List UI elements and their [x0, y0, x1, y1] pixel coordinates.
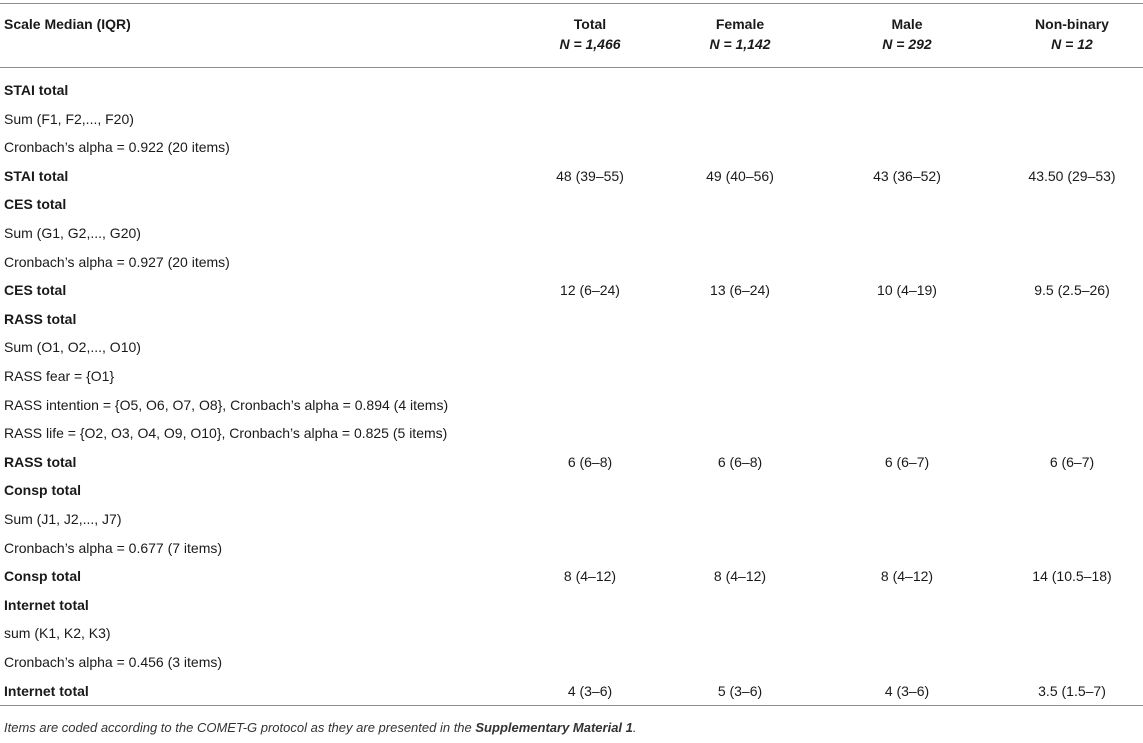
header-total-label: Total [573, 16, 607, 32]
table-row-total [0, 276, 1143, 304]
row-label: Sum (O1, O2,..., O10) [4, 339, 141, 356]
footnote-suffix: . [632, 720, 637, 735]
table-row [0, 248, 1143, 276]
row-label: Consp total [4, 568, 81, 585]
row-value: 8 (4–12) [713, 568, 767, 585]
table-row [0, 219, 1143, 247]
row-label: Cronbach’s alpha = 0.922 (20 items) [4, 139, 230, 156]
row-label: sum (K1, K2, K3) [4, 625, 111, 642]
table-row-total [0, 162, 1143, 190]
row-value: 43.50 (29–53) [1028, 167, 1116, 184]
row-value: 49 (40–56) [706, 167, 774, 184]
table-row [0, 534, 1143, 562]
row-label: Cronbach’s alpha = 0.927 (20 items) [4, 253, 230, 270]
table-row [0, 391, 1143, 419]
row-value: 4 (3–6) [567, 682, 613, 699]
row-label: Cronbach’s alpha = 0.456 (3 items) [4, 654, 223, 670]
table-row [0, 648, 1143, 676]
table-row [0, 333, 1143, 361]
row-value: 6 (6–8) [717, 453, 763, 470]
table-row [0, 362, 1143, 390]
top-rule [0, 3, 1143, 4]
row-label: Consp total [4, 482, 81, 499]
row-label: Sum (F1, F2,..., F20) [4, 110, 134, 127]
row-label: RASS fear = {O1} [4, 368, 115, 384]
header-scale-median: Scale Median (IQR) [4, 16, 131, 32]
header-total-n: N = 1,466 [559, 36, 621, 52]
row-value: 13 (6–24) [710, 282, 770, 299]
header-rule [0, 67, 1143, 68]
row-label: STAI total [4, 82, 69, 98]
row-label: Internet total [4, 682, 89, 699]
table-row [0, 419, 1143, 447]
row-value: 5 (3–6) [717, 682, 763, 699]
table-row [0, 105, 1143, 133]
row-label: Cronbach’s alpha = 0.677 (7 items) [4, 539, 223, 556]
header-non-binary-label: Non-binary [1035, 16, 1109, 32]
row-label: Sum (G1, G2,..., G20) [4, 225, 141, 241]
row-label: RASS total [4, 453, 77, 470]
row-label: STAI total [4, 167, 69, 184]
row-label: CES total [4, 196, 67, 213]
row-value: 48 (39–55) [556, 167, 624, 184]
table-row-total [0, 677, 1143, 705]
header-female-label: Female [715, 16, 765, 32]
header-female [650, 14, 830, 54]
row-label: RASS intention = {O5, O6, O7, O8}, Cronbach’s alpha = 0.894 (4 items) [4, 396, 449, 413]
row-value: 4 (3–6) [884, 682, 930, 699]
row-value: 8 (4–12) [563, 568, 617, 585]
table-footnote [4, 720, 637, 735]
row-label: RASS life = {O2, O3, O4, O9, O10}, Cronbach’s alpha = 0.825 (5 items) [4, 425, 448, 442]
footnote-prefix: Items are coded according to the COMET-G protocol as they are presented in the [4, 720, 476, 735]
row-value: 12 (6–24) [560, 282, 620, 299]
table-row [0, 133, 1143, 161]
row-value: 6 (6–8) [567, 453, 613, 470]
table-row-section [0, 476, 1143, 504]
row-value: 6 (6–7) [1049, 453, 1095, 470]
row-value: 14 (10.5–18) [1032, 568, 1112, 585]
row-label: Sum (J1, J2,..., J7) [4, 511, 122, 527]
row-value: 6 (6–7) [884, 453, 930, 470]
row-value: 3.5 (1.5–7) [1038, 682, 1106, 699]
table-row-total [0, 562, 1143, 590]
header-non-binary [982, 14, 1143, 54]
table-row-total [0, 448, 1143, 476]
row-label: Internet total [4, 596, 89, 613]
row-label: RASS total [4, 310, 77, 327]
header-non-binary-n: N = 12 [1051, 36, 1093, 52]
row-value: 43 (36–52) [873, 167, 941, 184]
row-value: 9.5 (2.5–26) [1034, 282, 1110, 299]
table-row-section [0, 591, 1143, 619]
header-male-label: Male [891, 16, 923, 32]
table-row-section [0, 305, 1143, 333]
row-value: 8 (4–12) [880, 568, 934, 585]
bottom-rule [0, 705, 1143, 706]
table-row [0, 505, 1143, 533]
footnote-bold: Supplementary Material 1 [475, 720, 633, 735]
row-label: CES total [4, 282, 67, 299]
header-male [817, 14, 997, 54]
table-row [0, 619, 1143, 647]
header-male-n: N = 292 [882, 36, 932, 52]
row-value: 10 (4–19) [877, 282, 937, 299]
header-female-n: N = 1,142 [709, 36, 771, 52]
table-row-section [0, 76, 1143, 104]
table-row-section [0, 190, 1143, 218]
